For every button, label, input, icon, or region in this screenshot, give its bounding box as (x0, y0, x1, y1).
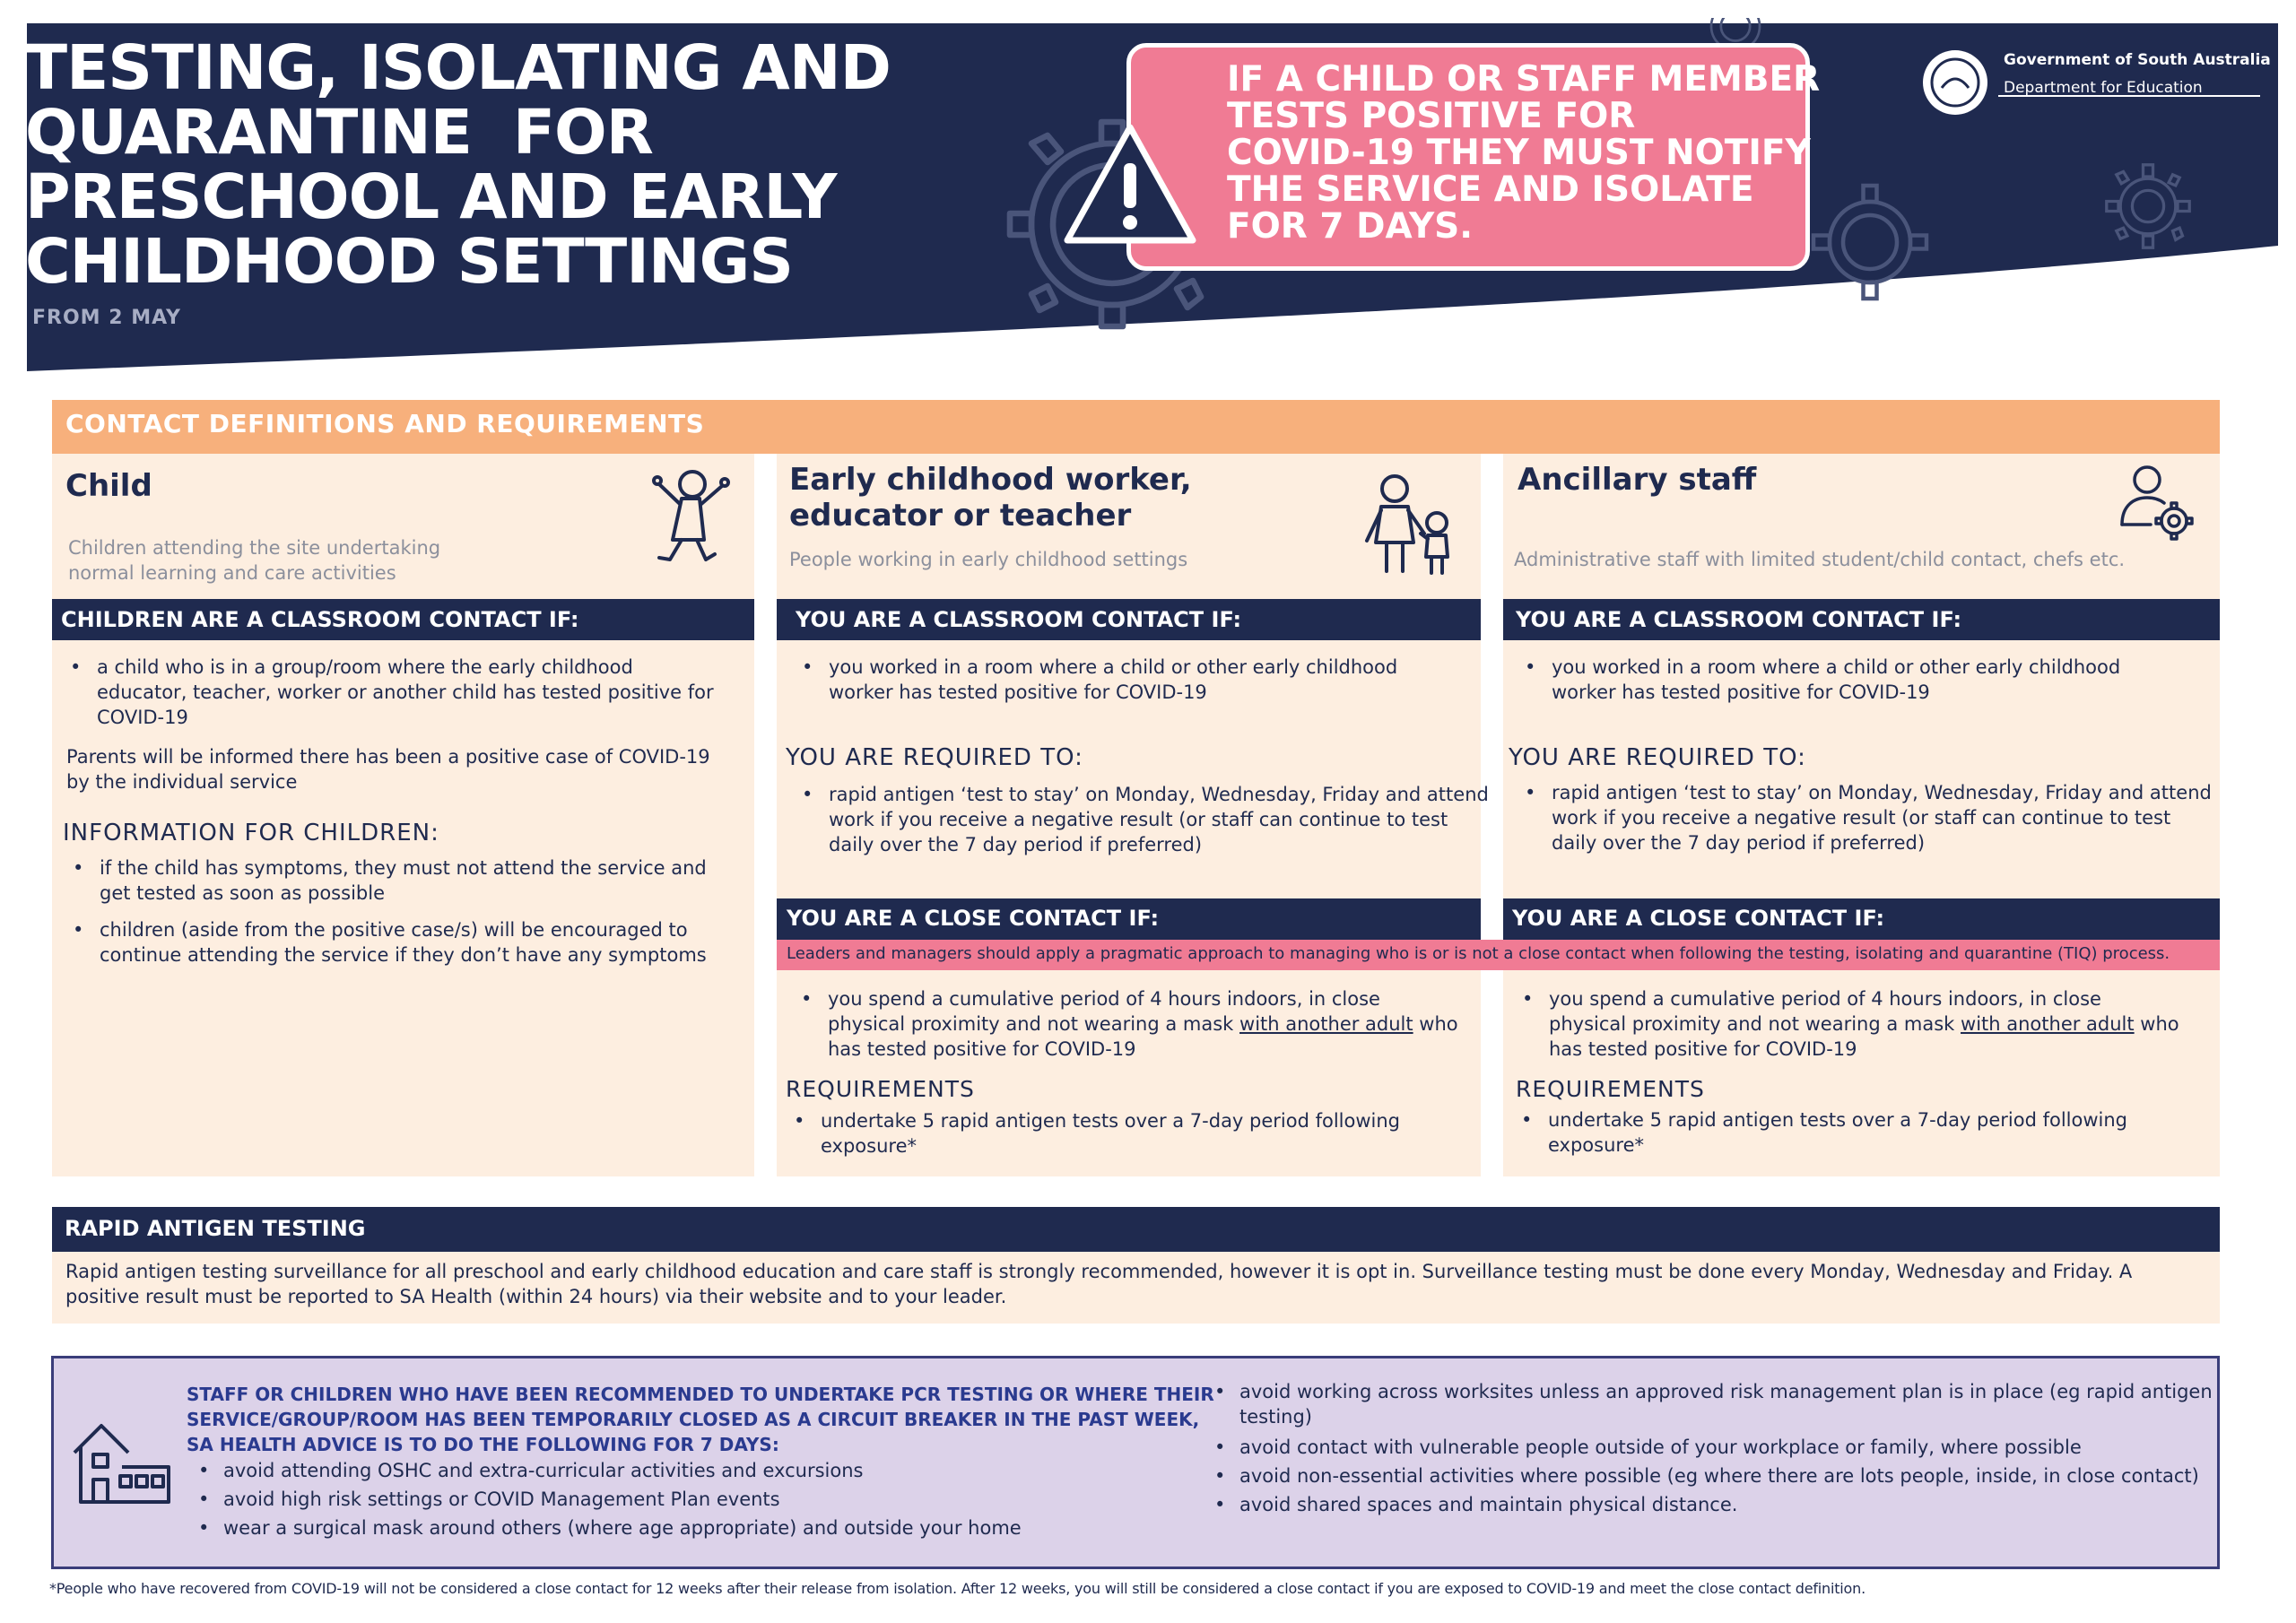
list-item (1522, 986, 2179, 1062)
text-line: SERVICE/GROUP/ROOM HAS BEEN TEMPORARILY CLOSED AS A CIRCUIT BREAKER IN THE PAST WEEK, (187, 1409, 1200, 1430)
list-item (70, 655, 714, 730)
desc-line: Children attending the site undertaking (68, 537, 441, 559)
bullet-dot: • (198, 1488, 210, 1510)
text-line: exposure* (821, 1135, 917, 1157)
ancillary-description (1514, 547, 2125, 572)
underlined-text: with another adult (1239, 1013, 1413, 1035)
text-line: wear a surgical mask around others (where age appropriate) and outside your home (223, 1517, 1022, 1539)
list-item (198, 1458, 864, 1483)
text-line: you spend a cumulative period of 4 hours indoors, in close (828, 988, 1380, 1010)
text-line: you worked in a room where a child or other early childhood (829, 656, 1398, 678)
text-line: STAFF OR CHILDREN WHO HAVE BEEN RECOMMENDED TO UNDERTAKE PCR TESTING OR WHERE THEIR (187, 1384, 1214, 1405)
list-item (1214, 1379, 2213, 1429)
child-description (68, 535, 440, 586)
list-item (73, 917, 707, 968)
list-item (1525, 655, 2121, 705)
text-line: if the child has symptoms, they must not attend the service and (100, 857, 707, 879)
bullet-dot: • (802, 784, 813, 805)
worker-title (789, 462, 1192, 534)
parents-note (66, 744, 710, 794)
child-figure-icon (650, 466, 731, 567)
list-item (801, 986, 1458, 1062)
text-line: rapid antigen ‘test to stay’ on Monday, Wednesday, Friday and attend (1552, 782, 2212, 803)
bullet-dot: • (1214, 1465, 1226, 1487)
text-line: Rapid antigen testing surveillance for all preschool and early childhood education and care staff is strongly recommended, however it is opt in. Surveillance testing must be done every Monday, Wednesday and Friday. A (65, 1261, 2133, 1282)
text-line: undertake 5 rapid antigen tests over a 7-day period following (821, 1110, 1401, 1132)
person-gear-icon (2115, 462, 2205, 551)
alert-line: IF A CHILD OR STAFF MEMBER (1227, 59, 1821, 100)
text-fragment: who (2134, 1013, 2179, 1035)
child-classroom-bar-label: CHILDREN ARE A CLASSROOM CONTACT IF: (61, 607, 579, 632)
alert-line: FOR 7 DAYS. (1227, 206, 1474, 247)
text-line: you worked in a room where a child or other early childhood (1552, 656, 2121, 678)
list-item (1214, 1492, 1738, 1517)
rat-text (65, 1259, 2132, 1309)
list-item (198, 1487, 780, 1512)
list-item (1214, 1463, 2199, 1488)
tiq-note-text: Leaders and managers should apply a pragmatic approach to managing who is or is not a close contact when following the testing, isolating and quarantine (TIQ) process. (787, 944, 2170, 963)
text-line: has tested positive for COVID-19 (1549, 1038, 1857, 1060)
underlined-text: with another adult (1961, 1013, 2135, 1035)
text-line: avoid contact with vulnerable people outside of your workplace or family, where possible (1239, 1436, 2082, 1458)
alert-line: THE SERVICE AND ISOLATE (1227, 169, 1754, 210)
list-item (73, 855, 707, 906)
text-line: work if you receive a negative result (or staff can continue to test (829, 809, 1448, 830)
text-line: worker has tested positive for COVID-19 (829, 681, 1207, 703)
rat-title: RAPID ANTIGEN TESTING (65, 1216, 366, 1241)
text-line: undertake 5 rapid antigen tests over a 7-day period following (1548, 1109, 2128, 1131)
bullet-dot: • (198, 1460, 210, 1481)
bullet-dot: • (1521, 1109, 1533, 1131)
child-title: Child (65, 468, 152, 504)
bullet-dot: • (1525, 782, 1536, 803)
text-line: rapid antigen ‘test to stay’ on Monday, Wednesday, Friday and attend (829, 784, 1489, 805)
desc-line: normal learning and care activities (68, 562, 396, 584)
list-item (1521, 1107, 2128, 1158)
bullet-dot: • (794, 1110, 805, 1132)
text-line: SA HEALTH ADVICE IS TO DO THE FOLLOWING FOR 7 DAYS: (187, 1434, 779, 1455)
title-line: Early childhood worker, (789, 462, 1192, 498)
list-item (1525, 780, 2212, 855)
alert-line: COVID-19 THEY MUST NOTIFY (1227, 133, 1811, 173)
text-line: positive result must be reported to SA Health (within 24 hours) via their website and to your leader. (65, 1286, 1007, 1307)
text-line: daily over the 7 day period if preferred) (829, 834, 1203, 855)
warning-triangle-icon (1058, 117, 1202, 251)
house-icon (70, 1417, 178, 1506)
worker-requirements-heading: REQUIREMENTS (786, 1076, 975, 1102)
bullet-dot: • (198, 1517, 210, 1539)
text-line: Parents will be informed there has been a positive case of COVID-19 (66, 746, 710, 768)
ancillary-required-heading: YOU ARE REQUIRED TO: (1509, 744, 1806, 771)
page-title (25, 32, 922, 298)
text-fragment: who (1413, 1013, 1458, 1035)
list-item (794, 1108, 1401, 1159)
text-line: avoid high risk settings or COVID Management Plan events (223, 1488, 780, 1510)
worker-required-heading: YOU ARE REQUIRED TO: (786, 744, 1083, 771)
bullet-dot: • (73, 919, 84, 941)
footnote: *People who have recovered from COVID-19 will not be considered a close contact for 12 weeks after their release from isolation. After 12 weeks, you will still be considered a close contact if you are exposed to COVID-19 and meet the close contact definition. (49, 1580, 1866, 1597)
adult-child-figures-icon (1354, 471, 1466, 578)
text-line: testing) (1239, 1406, 1312, 1428)
bullet-dot: • (1522, 988, 1534, 1010)
ancillary-classroom-bar-label: YOU ARE A CLASSROOM CONTACT IF: (1516, 607, 1962, 632)
text-line: you spend a cumulative period of 4 hours indoors, in close (1549, 988, 2101, 1010)
ancillary-requirements-heading: REQUIREMENTS (1516, 1076, 1705, 1102)
text-line: get tested as soon as possible (100, 882, 385, 904)
list-item (802, 655, 1398, 705)
title-line: educator or teacher (789, 498, 1132, 534)
effective-date: FROM 2 MAY (32, 307, 181, 329)
desc-line: Administrative staff with limited student/child contact, chefs etc. (1514, 549, 2126, 570)
info-for-children-heading: INFORMATION FOR CHILDREN: (63, 820, 439, 846)
bullet-dot: • (802, 656, 813, 678)
bullet-dot: • (1214, 1381, 1226, 1402)
bullet-dot: • (801, 988, 813, 1010)
text-line: avoid non-essential activities where possible (eg where there are lots people, inside, in close contact) (1239, 1465, 2199, 1487)
bullet-dot: • (1214, 1436, 1226, 1458)
rat-bar (52, 1207, 2220, 1252)
worker-classroom-bar-label: YOU ARE A CLASSROOM CONTACT IF: (796, 607, 1242, 632)
bullet-dot: • (1525, 656, 1536, 678)
ancillary-title: Ancillary staff (1518, 462, 1757, 498)
list-item (802, 782, 1489, 857)
text-line: avoid attending OSHC and extra-curricular activities and excursions (223, 1460, 864, 1481)
alert-line: TESTS POSITIVE FOR (1227, 96, 1636, 136)
department-name: Department for Education (2004, 79, 2203, 97)
text-line: by the individual service (66, 771, 298, 793)
title-line: TESTING, ISOLATING AND (25, 32, 891, 104)
gear-icon (1803, 175, 1937, 309)
bullet-dot: • (1214, 1494, 1226, 1515)
text-line (828, 1011, 1458, 1037)
contact-section-title: CONTACT DEFINITIONS AND REQUIREMENTS (65, 409, 705, 438)
text-line: worker has tested positive for COVID-19 (1552, 681, 1930, 703)
bullet-dot: • (73, 857, 84, 879)
advice-heading (187, 1382, 1214, 1457)
list-item (198, 1515, 1022, 1541)
text-line: educator, teacher, worker or another child has tested positive for (97, 681, 714, 703)
desc-line: People working in early childhood settings (789, 549, 1188, 570)
title-line: PRESCHOOL AND EARLY (25, 161, 837, 233)
text-fragment: physical proximity and not wearing a mask (828, 1013, 1240, 1035)
ancillary-close-bar-label: YOU ARE A CLOSE CONTACT IF: (1512, 906, 1885, 931)
text-fragment: physical proximity and not wearing a mask (1549, 1013, 1961, 1035)
bullet-dot: • (70, 656, 82, 678)
text-line: continue attending the service if they don’t have any symptoms (100, 944, 707, 966)
text-line: has tested positive for COVID-19 (828, 1038, 1136, 1060)
title-line: CHILDHOOD SETTINGS (25, 226, 793, 298)
worker-description (789, 547, 1187, 572)
government-name: Government of South Australia (2004, 51, 2271, 69)
text-line: exposure* (1548, 1134, 1644, 1156)
worker-close-bar-label: YOU ARE A CLOSE CONTACT IF: (787, 906, 1160, 931)
text-line: daily over the 7 day period if preferred) (1552, 832, 1926, 854)
text-line (1549, 1011, 2179, 1037)
alert-message (1227, 59, 1821, 247)
text-line: work if you receive a negative result (or staff can continue to test (1552, 807, 2171, 829)
title-line: QUARANTINE FOR (25, 97, 653, 169)
text-line: children (aside from the positive case/s) will be encouraged to (100, 919, 688, 941)
text-line: COVID-19 (97, 707, 188, 728)
text-line: avoid working across worksites unless an approved risk management plan is in place (eg rapid antigen (1239, 1381, 2213, 1402)
text-line: avoid shared spaces and maintain physical distance. (1239, 1494, 1738, 1515)
gear-icon (2099, 157, 2197, 256)
text-line: a child who is in a group/room where the early childhood (97, 656, 633, 678)
list-item (1214, 1435, 2082, 1460)
